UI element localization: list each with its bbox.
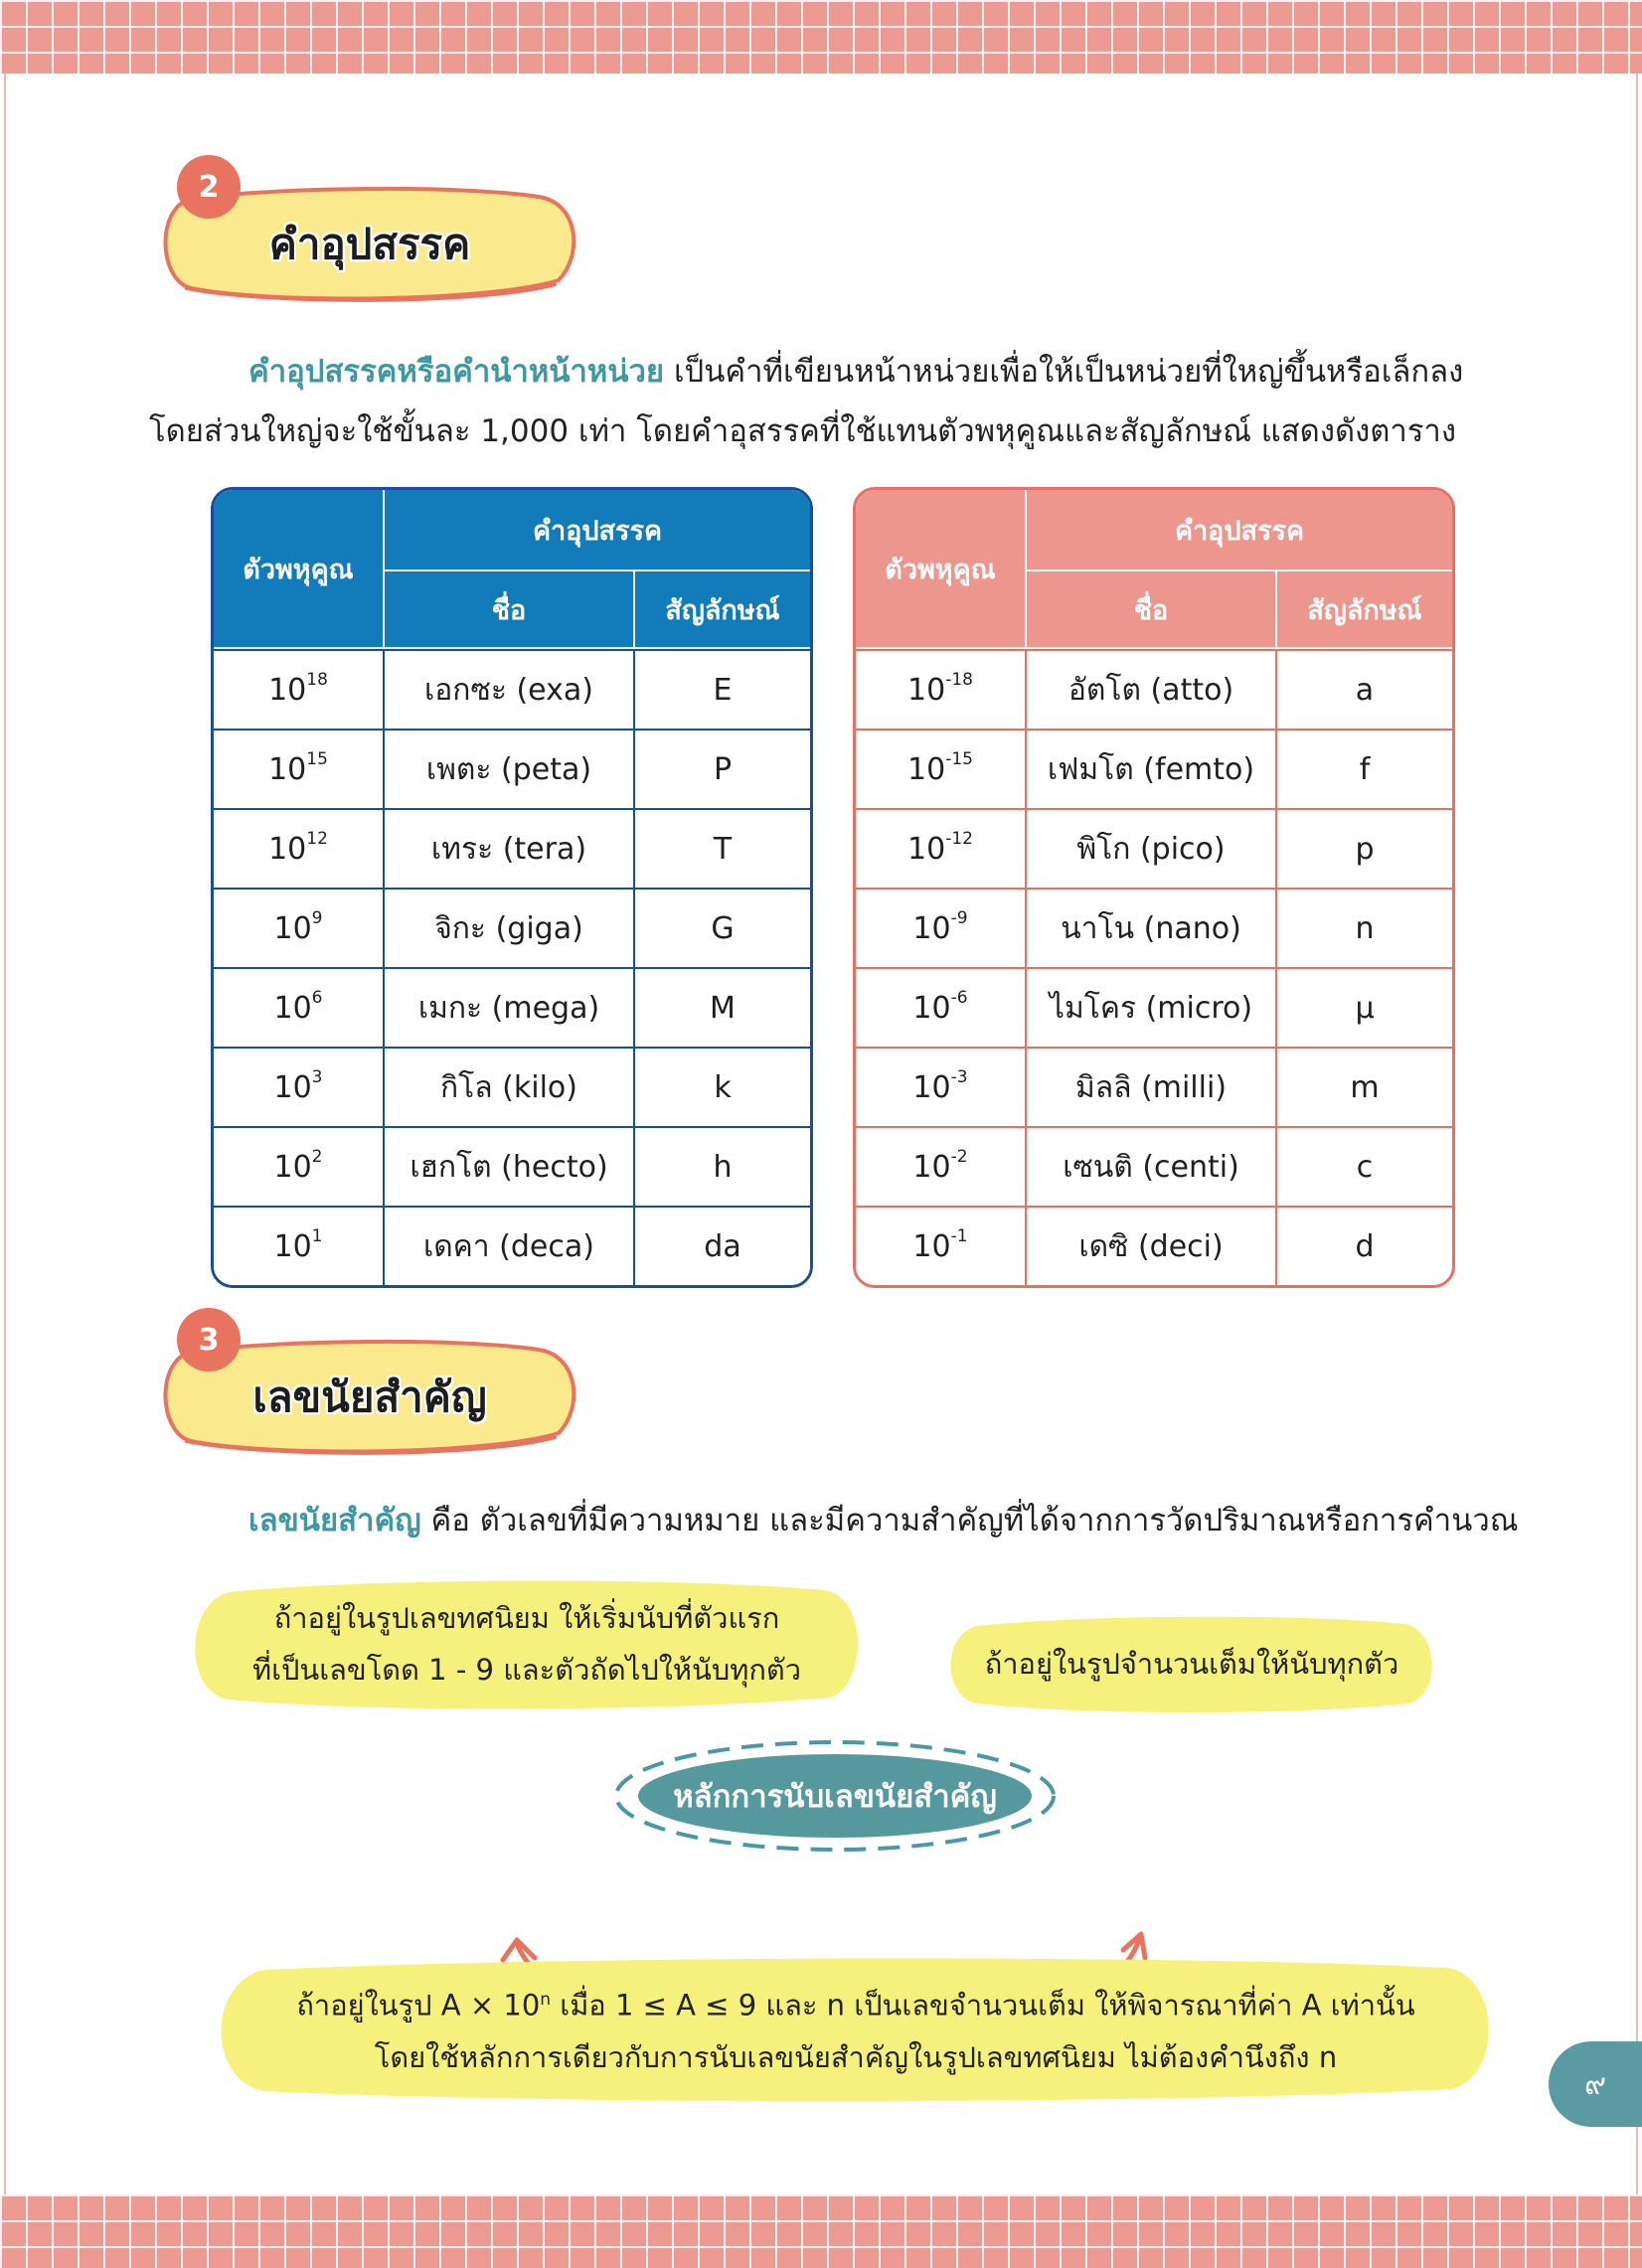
section-2-intro (149, 342, 1531, 461)
table-row (214, 1047, 810, 1126)
multiplier-cell (214, 649, 385, 729)
multiplier-exponent: 9 (311, 907, 323, 928)
multiplier-exponent: 15 (306, 748, 328, 769)
multiplier-base: 10 (912, 1069, 951, 1105)
multiplier-header: ตัวพหุคูณ (856, 490, 1027, 649)
multiplier-base: 10 (273, 910, 312, 946)
multiplier-exponent: -2 (950, 1146, 968, 1167)
multiplier-exponent: -1 (950, 1225, 968, 1246)
table-row (856, 1206, 1452, 1285)
multiplier-cell (214, 1126, 385, 1206)
table-row (214, 729, 810, 808)
prefix-name-cell: เอกซะ (exa) (385, 649, 635, 729)
multiplier-base: 10 (912, 990, 951, 1026)
table-row (856, 888, 1452, 967)
prefix-symbol-cell: n (1277, 888, 1452, 967)
intro-line-1: เป็นคำที่เขียนหน้าหน่วยเพื่อให้เป็นหน่วยที่ใหญ่ขึ้นหรือเล็กลง (673, 354, 1464, 390)
prefix-symbol-cell: m (1277, 1047, 1452, 1126)
section-3-definition (149, 1491, 1531, 1550)
multiplier-exponent: -3 (950, 1066, 968, 1087)
multiplier-base: 10 (273, 1228, 312, 1264)
multiplier-base: 10 (907, 672, 946, 708)
page-number: ๙ (1584, 2066, 1606, 2102)
multiplier-cell (214, 808, 385, 888)
symbol-header: สัญลักษณ์ (635, 571, 810, 649)
multiplier-exponent: 2 (311, 1146, 323, 1167)
table-row (856, 967, 1452, 1047)
scientific-notation-rule-note (215, 1954, 1497, 2103)
prefix-symbol-cell: μ (1277, 967, 1452, 1047)
page-number-tab (1549, 2041, 1642, 2127)
prefix-symbol-cell: P (635, 729, 810, 808)
multiplier-header: ตัวพหุคูณ (214, 490, 385, 649)
table-row (214, 888, 810, 967)
multiplier-base: 10 (907, 831, 946, 867)
prefix-symbol-cell: da (635, 1206, 810, 1285)
decimal-rule-line-1: ถ้าอยู่ในรูปเลขทศนิยม ให้เริ่มนับที่ตัวแรก (273, 1601, 780, 1635)
prefix-symbol-cell: G (635, 888, 810, 967)
multiplier-cell (214, 967, 385, 1047)
multiplier-base: 10 (273, 1069, 312, 1105)
multiplier-exponent: -12 (945, 828, 973, 849)
multiplier-cell (856, 888, 1027, 967)
table-row (856, 808, 1452, 888)
multiplier-cell (214, 1047, 385, 1126)
prefix-name-cell: ไมโคร (micro) (1027, 967, 1277, 1047)
center-principle-text: หลักการนับเลขนัยสำคัญ (673, 1779, 997, 1815)
multiplier-cell (856, 808, 1027, 888)
intro-line-2: โดยส่วนใหญ่จะใช้ขั้นละ 1,000 เท่า โดยคำอุสรรคที่ใช้แทนตัวพหุคูณและสัญลักษณ์ แสดงดังตาราง (149, 413, 1456, 449)
multiplier-cell (856, 649, 1027, 729)
prefix-name-cell: อัตโต (atto) (1027, 649, 1277, 729)
table-row (856, 1047, 1452, 1126)
multiplier-cell (214, 729, 385, 808)
prefix-name-cell: เดคา (deca) (385, 1206, 635, 1285)
section-2-title: คำอุปสรรค (268, 220, 471, 268)
table-row (214, 649, 810, 729)
multiplier-cell (856, 967, 1027, 1047)
multiplier-exponent: -15 (945, 748, 973, 769)
prefix-symbol-cell: M (635, 967, 810, 1047)
section-3-number: 3 (198, 1322, 220, 1358)
multiplier-base: 10 (268, 672, 307, 708)
prefix-symbol-cell: p (1277, 808, 1452, 888)
intro-highlight-term: คำอุปสรรคหรือคำนำหน้าหน่วย (248, 354, 665, 390)
name-header: ชื่อ (385, 571, 635, 649)
multiplier-base: 10 (912, 910, 951, 946)
small-prefix-table (853, 487, 1455, 1288)
prefix-name-cell: มิลลิ (milli) (1027, 1047, 1277, 1126)
multiplier-exponent: -6 (950, 987, 968, 1008)
prefix-name-cell: เฮกโต (hecto) (385, 1126, 635, 1206)
top-grid-border (0, 0, 1642, 74)
section-3-title: เลขนัยสำคัญ (252, 1373, 487, 1421)
multiplier-exponent: 3 (311, 1066, 323, 1087)
bottom-grid-border (0, 2194, 1642, 2268)
prefix-name-cell: เซนติ (centi) (1027, 1126, 1277, 1206)
prefix-symbol-cell: f (1277, 729, 1452, 808)
prefix-symbol-cell: a (1277, 649, 1452, 729)
multiplier-exponent: 12 (306, 828, 328, 849)
table-row (856, 1126, 1452, 1206)
multiplier-cell (856, 1126, 1027, 1206)
prefix-name-cell: นาโน (nano) (1027, 888, 1277, 967)
prefix-name-cell: กิโล (kilo) (385, 1047, 635, 1126)
multiplier-cell (856, 1047, 1027, 1126)
section-2-number-badge (177, 155, 241, 219)
multiplier-exponent: -18 (945, 669, 973, 690)
prefix-name-cell: เดซิ (deci) (1027, 1206, 1277, 1285)
decimal-rule-note (189, 1574, 865, 1713)
scientific-rule-post: เมื่อ 1 ≤ A ≤ 9 และ n เป็นเลขจำนวนเต็ม ให้พิจารณาที่ค่า A เท่านั้น (551, 1988, 1415, 2023)
multiplier-exponent: 6 (311, 987, 323, 1008)
multiplier-exponent: -9 (950, 907, 968, 928)
table-row (214, 1206, 810, 1285)
scientific-rule-pre: ถ้าอยู่ในรูป A × 10 (296, 1988, 541, 2023)
integer-rule-text: ถ้าอยู่ในรูปจำนวนเต็มให้นับทุกตัว (984, 1647, 1399, 1681)
prefix-name-cell: จิกะ (giga) (385, 888, 635, 967)
prefix-symbol-cell: c (1277, 1126, 1452, 1206)
symbol-header: สัญลักษณ์ (1277, 571, 1452, 649)
multiplier-base: 10 (268, 751, 307, 787)
section-2-number: 2 (198, 169, 220, 205)
multiplier-exponent: 1 (311, 1225, 323, 1246)
multiplier-cell (214, 1206, 385, 1285)
prefix-name-cell: เพตะ (peta) (385, 729, 635, 808)
prefix-name-cell: พิโก (pico) (1027, 808, 1277, 888)
multiplier-cell (214, 888, 385, 967)
decimal-rule-line-2: ที่เป็นเลขโดด 1 - 9 และตัวถัดไปให้นับทุกตัว (251, 1653, 802, 1687)
scientific-rule-line-2: โดยใช้หลักการเดียวกับการนับเลขนัยสำคัญในรูปเลขทศนิยม ไม่ต้องคำนึงถึง n (374, 2039, 1338, 2074)
multiplier-base: 10 (273, 1149, 312, 1185)
multiplier-base: 10 (907, 751, 946, 787)
large-prefix-table (211, 487, 813, 1288)
prefix-header: คำอุปสรรค (1027, 490, 1452, 571)
prefix-name-cell: เฟมโต (femto) (1027, 729, 1277, 808)
name-header: ชื่อ (1027, 571, 1277, 649)
center-principle-oval (610, 1737, 1060, 1855)
multiplier-base: 10 (273, 990, 312, 1026)
prefix-symbol-cell: h (635, 1126, 810, 1206)
integer-rule-note (946, 1612, 1437, 1715)
definition-text: คือ ตัวเลขที่มีความหมาย และมีความสำคัญที่ได้จากการวัดปริมาณหรือการคำนวณ (430, 1503, 1519, 1539)
prefix-symbol-cell: E (635, 649, 810, 729)
section-3-number-badge (177, 1308, 241, 1372)
multiplier-cell (856, 1206, 1027, 1285)
table-row (856, 649, 1452, 729)
table-row (214, 1126, 810, 1206)
multiplier-base: 10 (268, 831, 307, 867)
scientific-rule-line-1 (296, 1974, 1414, 2031)
prefix-name-cell: เมกะ (mega) (385, 967, 635, 1047)
table-row (856, 729, 1452, 808)
table-row (214, 808, 810, 888)
multiplier-base: 10 (912, 1149, 951, 1185)
prefix-name-cell: เทระ (tera) (385, 808, 635, 888)
multiplier-exponent: 18 (306, 669, 328, 690)
multiplier-cell (856, 729, 1027, 808)
prefix-symbol-cell: T (635, 808, 810, 888)
prefix-header: คำอุปสรรค (385, 490, 810, 571)
table-row (214, 967, 810, 1047)
definition-highlight-term: เลขนัยสำคัญ (248, 1503, 421, 1539)
prefix-symbol-cell: d (1277, 1206, 1452, 1285)
prefix-symbol-cell: k (635, 1047, 810, 1126)
multiplier-base: 10 (912, 1228, 951, 1264)
scientific-rule-exponent: n (540, 1990, 552, 2011)
